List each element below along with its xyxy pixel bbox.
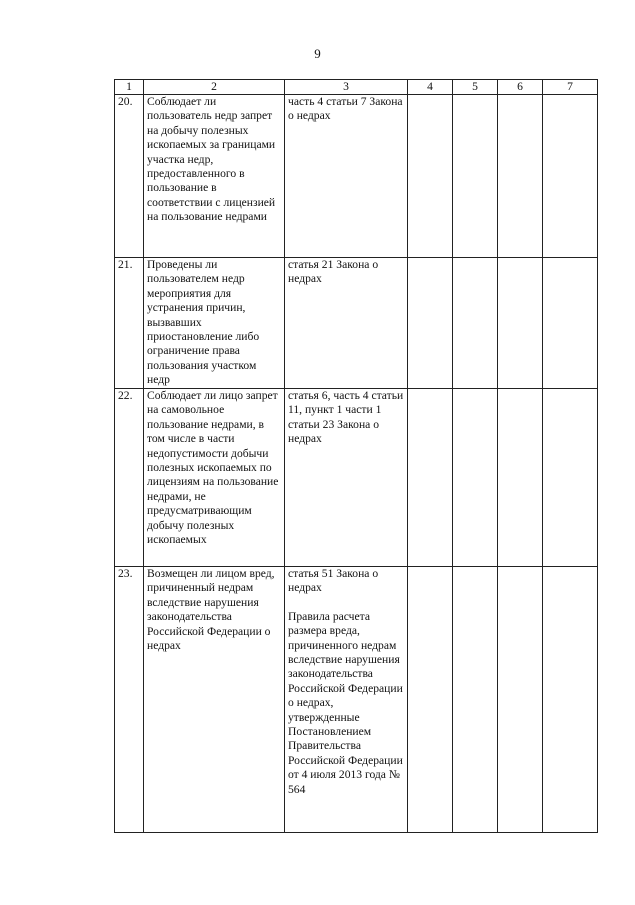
empty-cell [543,389,598,567]
legal-basis [285,258,408,389]
page-number: 9 [314,46,321,61]
row-number: 23. [115,567,144,833]
legal-basis [285,567,408,833]
legal-basis-text: статья 51 Закона о недрах [288,567,379,595]
checklist-table [114,79,598,833]
empty-cell [453,95,498,258]
legal-basis-text: статья 6, часть 4 статьи 11, пункт 1 части 1 статьи 23 Закона о недрах [288,389,404,446]
column-header: 2 [144,80,285,95]
table-row [115,567,598,833]
table-row [115,95,598,258]
empty-cell [408,567,453,833]
legal-basis [285,95,408,258]
empty-cell [498,95,543,258]
legal-basis-text: часть 4 статьи 7 Закона о недрах [288,95,403,123]
row-number: 21. [115,258,144,389]
legal-basis-text: Правила расчета размера вреда, причиненного недрам вследствие нарушения законодательства Российской Федерации о недрах, утвержденные Постановлением Правительства Российской Федерации от 4 июля 2013 года № 564 [288,609,403,796]
requirement-question: Соблюдает ли лицо запрет на самовольное пользование недрами, в том числе в части недопустимости добычи полезных ископаемых по лицензиям на пользование недрами, не предусматривающим добычу полезных ископаемых [144,389,285,567]
legal-basis [285,389,408,567]
column-header: 7 [543,80,598,95]
empty-cell [498,389,543,567]
empty-cell [498,567,543,833]
empty-cell [453,258,498,389]
requirement-question: Проведены ли пользователем недр мероприятия для устранения причин, вызвавших приостановление либо ограничение права пользования участком недр [144,258,285,389]
column-header: 4 [408,80,453,95]
legal-basis-text: статья 21 Закона о недрах [288,258,379,286]
column-header: 3 [285,80,408,95]
row-number: 22. [115,389,144,567]
empty-cell [498,258,543,389]
empty-cell [543,95,598,258]
empty-cell [408,95,453,258]
column-header: 6 [498,80,543,95]
row-number: 20. [115,95,144,258]
column-header: 5 [453,80,498,95]
empty-cell [453,567,498,833]
empty-cell [408,258,453,389]
table-row [115,258,598,389]
table-row [115,389,598,567]
header-row [115,80,598,95]
empty-cell [543,258,598,389]
empty-cell [408,389,453,567]
requirement-question: Соблюдает ли пользователь недр запрет на добычу полезных ископаемых за границами участка недр, предоставленного в пользование в соответствии с лицензией на пользование недрами [144,95,285,258]
column-header: 1 [115,80,144,95]
empty-cell [453,389,498,567]
requirement-question: Возмещен ли лицом вред, причиненный недрам вследствие нарушения законодательства Российской Федерации о недрах [144,567,285,833]
empty-cell [543,567,598,833]
